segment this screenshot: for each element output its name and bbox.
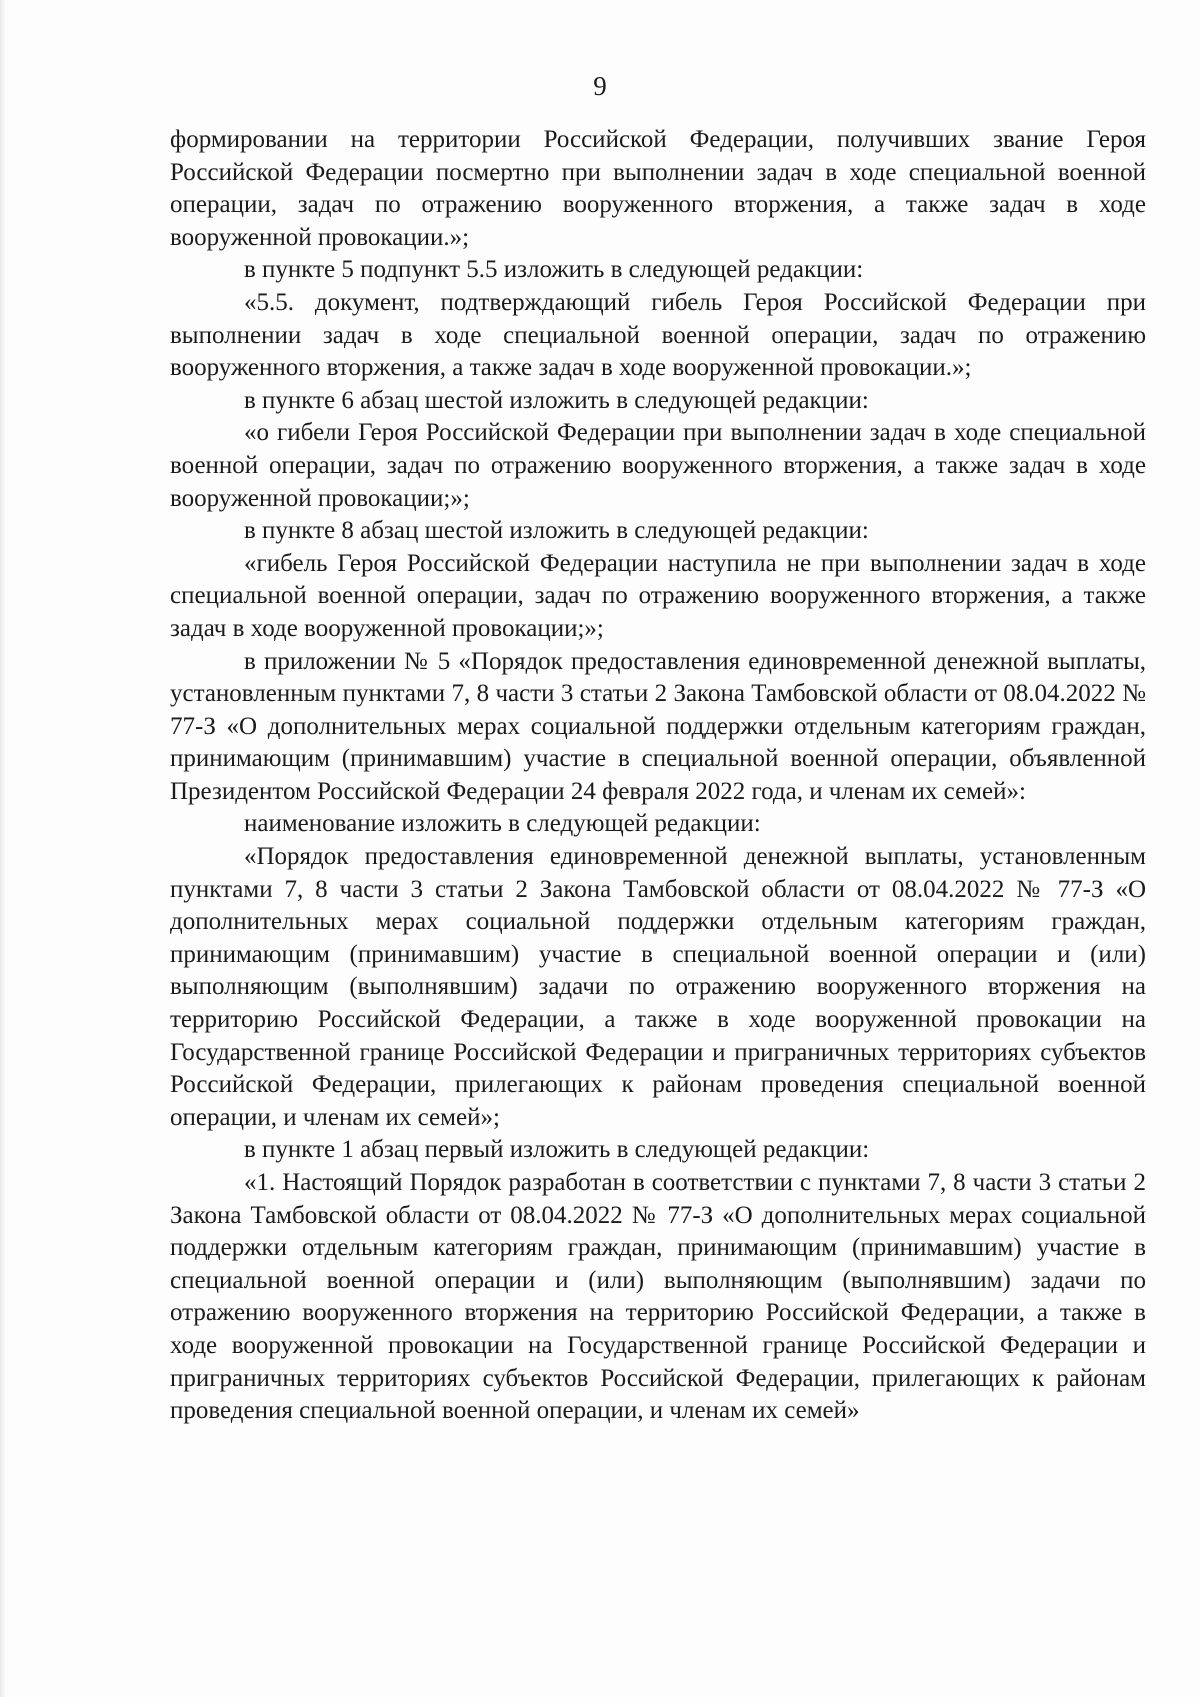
- paragraph-instruction-item1: в пункте 1 абзац первый изложить в следующей редакции:: [244, 1136, 870, 1164]
- paragraph-quote-item1: «1. Настоящий Порядок разработан в соответствии с пунктами 7, 8 части 3 статьи 2 Закона Тамбовской области от 08.04.2022 № 77-З «О дополнительных мерах социальной поддержки отдельным категориям граждан, принимающим (принимавшим) участие в специальной военной операции и (или) выполняющим (выполнявшим) задачи по отражению вооруженного вторжения на территорию Российской Федерации, а также в ходе вооруженной провокации на Государственной границе Российской Федерации и приграничных территориях субъектов Российской Федерации, прилегающих к районам проведения специальной военной операции, и членам их семей»: [170, 1169, 1146, 1425]
- paragraph-appendix-5: в приложении № 5 «Порядок предоставления единовременной денежной выплаты, установленным пунктами 7, 8 части 3 статьи 2 Закона Тамбовской области от 08.04.2022 № 77-З «О дополнительных мерах социальной поддержки отдельным категориям граждан, принимающим (принимавшим) участие в специальной военной операции, объявленной Президентом Российской Федерации 24 февраля 2022 года, и членам их семей»:: [170, 647, 1146, 805]
- page-number: 9: [593, 71, 607, 101]
- scan-edge-shadow: [0, 0, 6, 1697]
- paragraph-instruction-item8: в пункте 8 абзац шестой изложить в следующей редакции:: [244, 517, 869, 545]
- paragraph-instruction-title: наименование изложить в следующей редакции:: [244, 810, 761, 838]
- paragraph-quote-item8: «гибель Героя Российской Федерации наступила не при выполнении задач в ходе специальной военной операции, задач по отражению вооруженного вторжения, а также задач в ходе вооруженной провокации;»;: [170, 549, 1146, 642]
- paragraph-continuation: формировании на территории Российской Федерации, получивших звание Героя Российской Федерации посмертно при выполнении задач в ходе специальной военной операции, задач по отражению вооруженного вторжения, а также задач в ходе вооруженной провокации.»;: [170, 126, 1146, 251]
- paragraph-quote-item6: «о гибели Героя Российской Федерации при выполнении задач в ходе специальной военной операции, задач по отражению вооруженного вторжения, а также задач в ходе вооруженной провокации;»;: [170, 419, 1146, 512]
- paragraph-instruction-item5: в пункте 5 подпункт 5.5 изложить в следующей редакции:: [244, 256, 864, 284]
- paragraph-quote-title: «Порядок предоставления единовременной денежной выплаты, установленным пунктами 7, 8 части 3 статьи 2 Закона Тамбовской области от 08.04.2022 № 77-З «О дополнительных мерах социальной поддержки отдельным категориям граждан, принимающим (принимавшим) участие в специальной военной операции и (или) выполняющим (выполнявшим) задачи по отражению вооруженного вторжения на территорию Российской Федерации, а также в ходе вооруженной провокации на Государственной границе Российской Федерации и приграничных территориях субъектов Российской Федерации, прилегающих к районам проведения специальной военной операции, и членам их семей»;: [170, 843, 1146, 1131]
- document-body: [170, 124, 1146, 1428]
- paragraph-quote-5-5: «5.5. документ, подтверждающий гибель Героя Российской Федерации при выполнении задач в ходе специальной военной операции, задач по отражению вооруженного вторжения, а также задач в ходе вооруженной провокации.»;: [170, 288, 1146, 382]
- paragraph-instruction-item6: в пункте 6 абзац шестой изложить в следующей редакции:: [244, 386, 869, 414]
